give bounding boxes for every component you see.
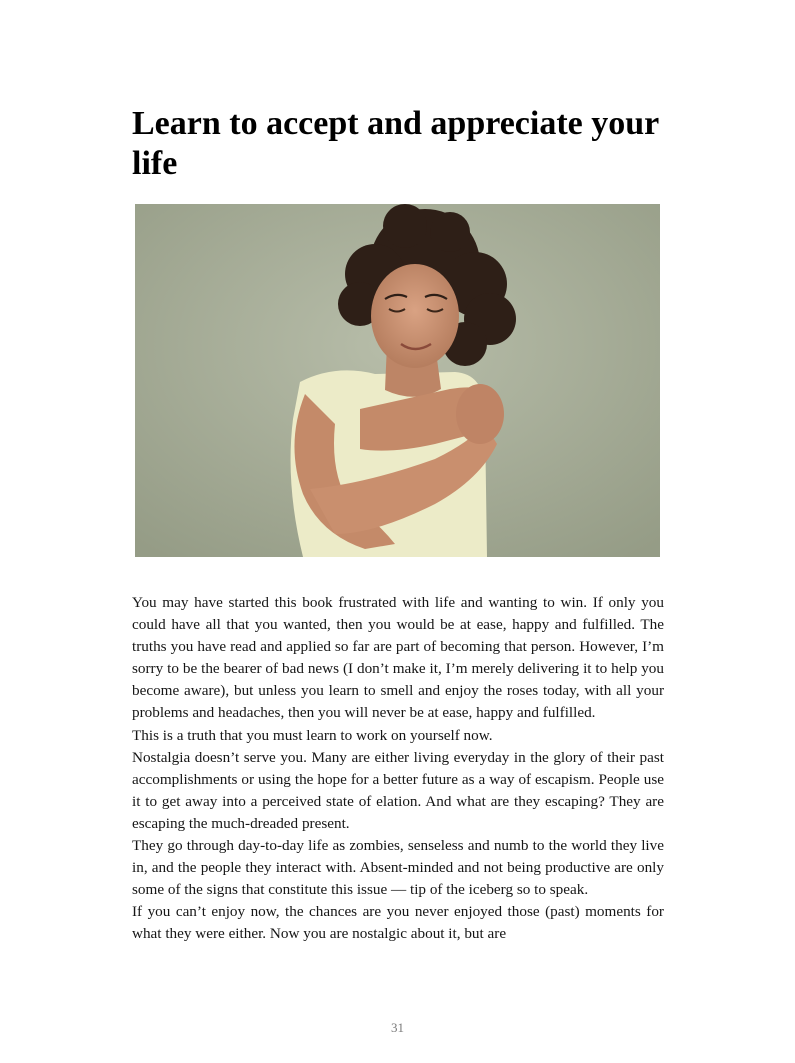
paragraph: This is a truth that you must learn to work on yourself now. [132, 726, 493, 744]
paragraph: They go through day-to-day life as zombies, senseless and numb to the world they live in, and the people they interact with. Absent-minded and not being productive are only some of the signs that constitute this issue — tip of the iceberg so to speak. [132, 837, 664, 899]
paragraph: If you can’t enjoy now, the chances are you never enjoyed those (past) moments for what they were either. Now you are nostalgic about it, but are [132, 903, 664, 943]
page-title: Learn to accept and appreciate your life [132, 105, 659, 182]
paragraph: You may have started this book frustrated with life and wanting to win. If only you could have all that you wanted, then you would be at ease, happy and fulfilled. The truths you have read and applied so far are part of becoming that person. However, I’m sorry to be the bearer of bad news (I don’t make it, I’m merely delivering it to help you become aware), but unless you learn to smell and enjoy the roses today, with all your problems and headaches, then you will never be at ease, happy and fulfilled. [132, 594, 664, 722]
woman-hugging-herself-photo [135, 204, 660, 557]
paragraph: Nostalgia doesn’t serve you. Many are either living everyday in the glory of their past accomplishments or using the hope for a better future as a way of escapism. People use it to get away into a perceived state of elation. And what are they escaping? They are escaping the much-dreaded present. [132, 748, 664, 832]
page-number: 31 [391, 1020, 404, 1035]
body-text [132, 592, 664, 946]
